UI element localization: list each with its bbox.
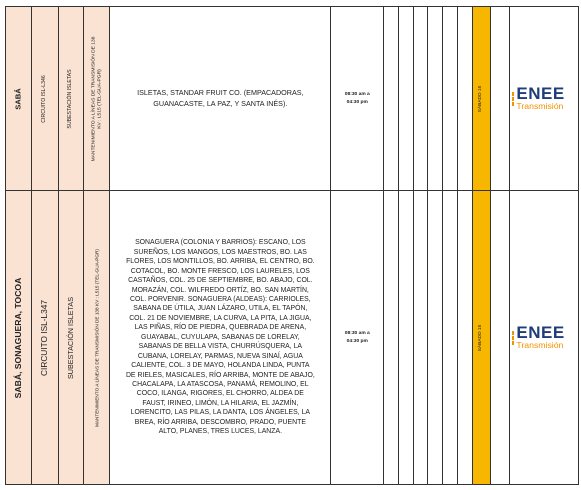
circuit-label: CIRCUITO ISL-L346 xyxy=(41,74,47,123)
area-line: SUREÑOS, LOS MANGOS, LOS MAESTROS, BO. LAS xyxy=(133,248,307,256)
schedule-row xyxy=(6,191,579,485)
logo-name: ENEE xyxy=(516,84,565,103)
enee-logo xyxy=(510,325,578,350)
empty-day-cell xyxy=(398,7,413,191)
empty-day-cell xyxy=(457,191,472,485)
logo-subtitle: Transmisión xyxy=(516,101,564,111)
area-line: LORENCITO, LAS PILAS, LA DANTA, LOS ÁNGELES, LA xyxy=(130,409,311,417)
substation-label: SUBESTACIÓN ISLETAS xyxy=(65,296,75,379)
area-line: CUBANA, LORELAY, PARMAS, NUEVA SINAÍ, AGUA xyxy=(137,352,303,360)
circuit-cell xyxy=(32,191,58,485)
area-line: BREA, RÍO ARRIBA, DESCOMBRO, PRADO, PUENTE xyxy=(134,418,306,426)
substation-label: SUBESTACIÓN ISLETAS xyxy=(66,68,73,129)
area-line: ALTO, PLANES, TRES LUCES, LANZA. xyxy=(158,428,282,436)
area-line: CASTAÑOS, COL. 25 DE SEPTIEMBRE, BO. ABAJO, COL. xyxy=(128,277,313,285)
area-line: GUAYABAL, CUYULAPA, SABANAS DE LORELAY, xyxy=(141,333,300,341)
affected-areas-cell xyxy=(110,7,331,191)
maintenance-line: KV : L515 (TEL-GUA-PGR) xyxy=(96,68,102,129)
time-cell xyxy=(331,191,384,485)
empty-day-cell xyxy=(428,191,443,485)
schedule-row xyxy=(6,7,579,191)
empty-day-cell xyxy=(398,191,413,485)
affected-areas-cell xyxy=(110,191,331,485)
empty-day-cell xyxy=(384,191,399,485)
time-end: 04:30 pm xyxy=(346,99,368,105)
area-line: COL. PORVENIR. SONAGUERA (ALDEAS): CARRIOLES, xyxy=(130,295,311,303)
zone-label: SABÁ xyxy=(13,87,23,110)
area-line: SONAGUERA (COLONIA Y BARRIOS): ESCANO, LOS xyxy=(135,239,306,247)
area-line: COL. 21 DE NOVIEMBRE, LA CURVA, LA PITA, LA JIGUA, xyxy=(129,314,312,322)
empty-day-cell xyxy=(457,7,472,191)
zone-label: SABÁ, SONAGUERA, TOCOA xyxy=(12,277,23,398)
time-end: 04:30 pm xyxy=(346,338,368,344)
empty-day-cell xyxy=(443,191,458,485)
day-label: SÁBADO 15 xyxy=(478,85,484,112)
empty-day-cell xyxy=(491,7,510,191)
maintenance-cell xyxy=(83,7,109,191)
area-line: COTACOL, BO. MONTE FRESCO, LOS LAURELES, LOS xyxy=(130,267,310,275)
day-label: SÁBADO 15 xyxy=(478,324,484,351)
time-range xyxy=(331,91,383,105)
logo-subtitle: Transmisión xyxy=(516,340,564,350)
substation-cell xyxy=(58,7,83,191)
time-cell xyxy=(331,7,384,191)
empty-day-cell xyxy=(443,7,458,191)
area-line: FLORES, LOS MONTILLOS, BO. ARRIBA, EL CENTRO, BO. xyxy=(126,258,315,266)
area-line: CALIENTE, COL. 3 DE MAYO, HOLANDA LINDA, PUNTA xyxy=(131,362,310,370)
time-start: 08:30 am a xyxy=(344,92,370,98)
zone-cell xyxy=(6,191,32,485)
area-line: LAS PIÑAS, RÍO DE PIEDRA, QUEBRADA DE ARENA, xyxy=(134,324,307,332)
area-line: SABANA DE ÚTILA, JUAN LÁZARO, UTILA, EL TAPÓN, xyxy=(133,305,308,313)
empty-day-cell xyxy=(413,7,428,191)
outage-schedule-table xyxy=(5,6,579,485)
maintenance-label xyxy=(91,36,102,161)
area-line: FAUST, IRINEO, LIMÓN, LA HILARIA, EL JAZMÍN, xyxy=(142,399,299,407)
area-line: SABANAS DE BELLA VISTA, CHURRÚSQUERA, LA xyxy=(138,343,303,351)
logo-cell xyxy=(510,7,579,191)
area-line: GUANACASTE, LA PAZ, Y SANTA INÉS). xyxy=(153,98,288,108)
time-start: 08:30 am a xyxy=(344,331,370,337)
day-cell xyxy=(472,7,491,191)
area-line: ISLETAS, STANDAR FRUIT CO. (EMPACADORAS, xyxy=(137,88,304,98)
logo-bars-icon xyxy=(512,331,514,345)
enee-logo xyxy=(510,86,578,111)
area-line: MORAZÁN, COL. WILFREDO ORTÍZ, BO. SAN MARTÍN, xyxy=(131,286,309,294)
affected-areas-text xyxy=(110,238,330,437)
logo-bars-icon xyxy=(512,92,514,106)
logo-name: ENEE xyxy=(516,323,565,342)
empty-day-cell xyxy=(413,191,428,485)
empty-day-cell xyxy=(384,7,399,191)
logo-cell xyxy=(510,191,579,485)
day-cell xyxy=(472,191,491,485)
area-line: COCO, ILANGA, RIGORES, EL CHORRO, ALDEA DE xyxy=(136,390,304,398)
empty-day-cell xyxy=(491,191,510,485)
circuit-label: CIRCUITO ISL-L347 xyxy=(39,299,50,376)
circuit-cell xyxy=(32,7,58,191)
time-range xyxy=(331,330,383,344)
zone-cell xyxy=(6,7,32,191)
maintenance-cell xyxy=(83,191,109,485)
empty-day-cell xyxy=(428,7,443,191)
maintenance-label: MANTENIMIENTO A LÍNEAS DE TRANSMISIÓN DE 138 KV : L515 (TEL-GUA-PGR) xyxy=(93,248,99,427)
area-line: DE RIELES, MASICALES, RÍO ARRIBA, MONTE DE ABAJO, xyxy=(125,371,315,379)
substation-cell xyxy=(58,191,83,485)
maintenance-line: MANTENIMIENTO A LÍNEAS DE TRANSMISIÓN DE 138 xyxy=(90,36,96,161)
affected-areas-text xyxy=(110,88,330,109)
area-line: CHACALAPA, LA ATASCOSA, PANAMÁ, REMOLINO, EL xyxy=(132,381,309,389)
